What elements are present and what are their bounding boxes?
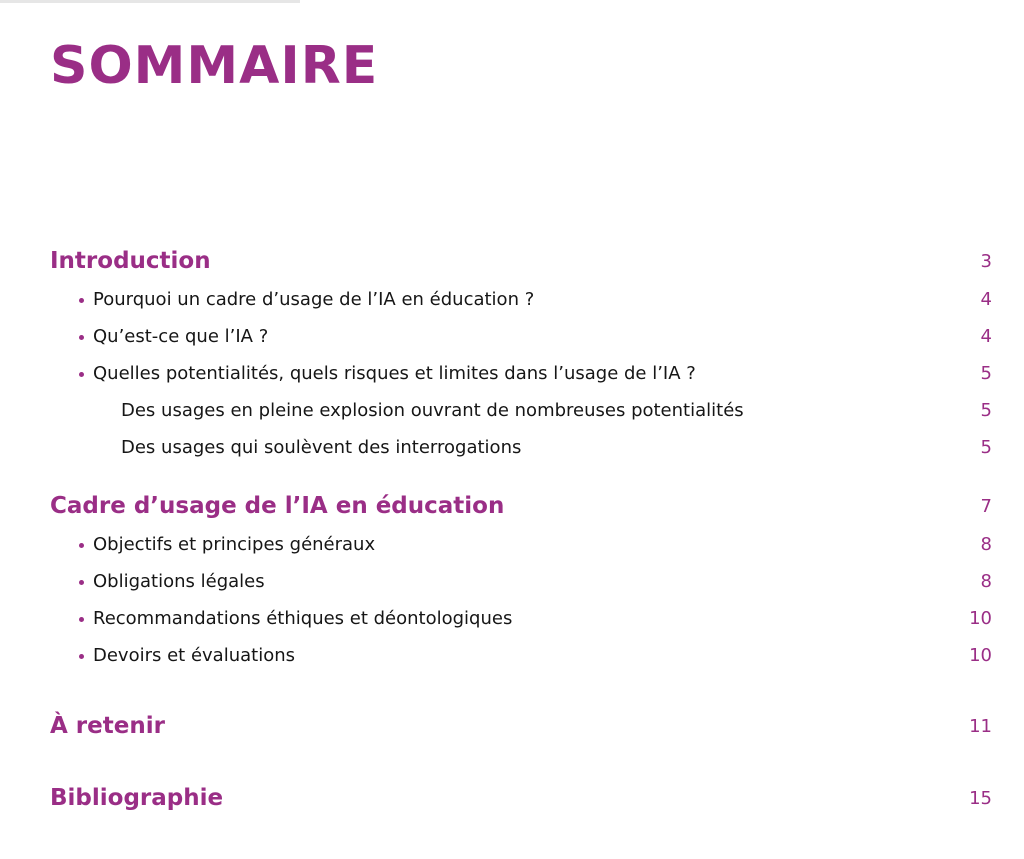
toc-section-introduction (50, 241, 992, 466)
toc-page-number: 8 (980, 571, 992, 592)
toc-heading-label: Introduction (50, 248, 211, 274)
toc-heading-label: Cadre d’usage de l’IA en éducation (50, 493, 505, 519)
bullet-dot-icon (79, 580, 84, 585)
bullet-dot-icon (79, 335, 84, 340)
toc-page-number: 4 (980, 289, 992, 310)
bullet-dot-icon (79, 298, 84, 303)
toc-item (50, 534, 375, 555)
toc-heading-row[interactable] (50, 241, 992, 281)
toc-item (50, 608, 512, 629)
toc-item (50, 363, 696, 384)
toc-subitem-row[interactable] (50, 392, 992, 429)
bullet-dot-icon (79, 543, 84, 548)
toc-item-row[interactable] (50, 355, 992, 392)
toc-page-number: 15 (969, 787, 992, 809)
toc-item-label: Devoirs et évaluations (93, 645, 296, 666)
toc-page-number: 5 (980, 363, 992, 384)
toc-section-bibliographie (50, 778, 992, 818)
toc-item-row[interactable] (50, 281, 992, 318)
toc-heading-label: À retenir (50, 713, 165, 739)
toc-heading-row[interactable] (50, 778, 992, 818)
toc-item (50, 645, 295, 666)
toc-subitem-row[interactable] (50, 429, 992, 466)
toc-subitem-label: Des usages qui soulèvent des interrogations (121, 437, 522, 458)
toc-item (50, 326, 268, 347)
toc-heading-row[interactable] (50, 706, 992, 746)
toc-item-row[interactable] (50, 526, 992, 563)
toc-item-label: Objectifs et principes généraux (93, 534, 376, 555)
toc-section-a-retenir (50, 706, 992, 746)
bullet-dot-icon (79, 372, 84, 377)
toc-item-row[interactable] (50, 600, 992, 637)
page-title: SOMMAIRE (50, 36, 379, 96)
toc-page-number: 5 (980, 437, 992, 458)
top-edge-divider (0, 0, 300, 3)
bullet-dot-icon (79, 654, 84, 659)
toc-heading-row[interactable] (50, 486, 992, 526)
toc-item-row[interactable] (50, 318, 992, 355)
toc-item-row[interactable] (50, 637, 992, 674)
toc-heading-label: Bibliographie (50, 785, 224, 811)
toc-page-number: 8 (980, 534, 992, 555)
toc-item-label: Recommandations éthiques et déontologiques (93, 608, 513, 629)
toc-section-cadre-usage (50, 486, 992, 674)
toc-page-number: 7 (980, 495, 992, 517)
toc-subitem-label: Des usages en pleine explosion ouvrant de nombreuses potentialités (121, 400, 744, 421)
toc-item-row[interactable] (50, 563, 992, 600)
table-of-contents (50, 241, 992, 818)
toc-item-label: Pourquoi un cadre d’usage de l’IA en éducation ? (93, 289, 535, 310)
toc-page-number: 5 (980, 400, 992, 421)
toc-page-number: 4 (980, 326, 992, 347)
toc-item-label: Obligations légales (93, 571, 265, 592)
toc-item (50, 289, 534, 310)
toc-page-number: 10 (969, 645, 992, 666)
toc-item-label: Qu’est-ce que l’IA ? (93, 326, 269, 347)
toc-item-label: Quelles potentialités, quels risques et limites dans l’usage de l’IA ? (93, 363, 696, 384)
toc-page-number: 3 (980, 250, 992, 272)
toc-item (50, 571, 265, 592)
bullet-dot-icon (79, 617, 84, 622)
toc-page-number: 11 (969, 715, 992, 737)
toc-page-number: 10 (969, 608, 992, 629)
